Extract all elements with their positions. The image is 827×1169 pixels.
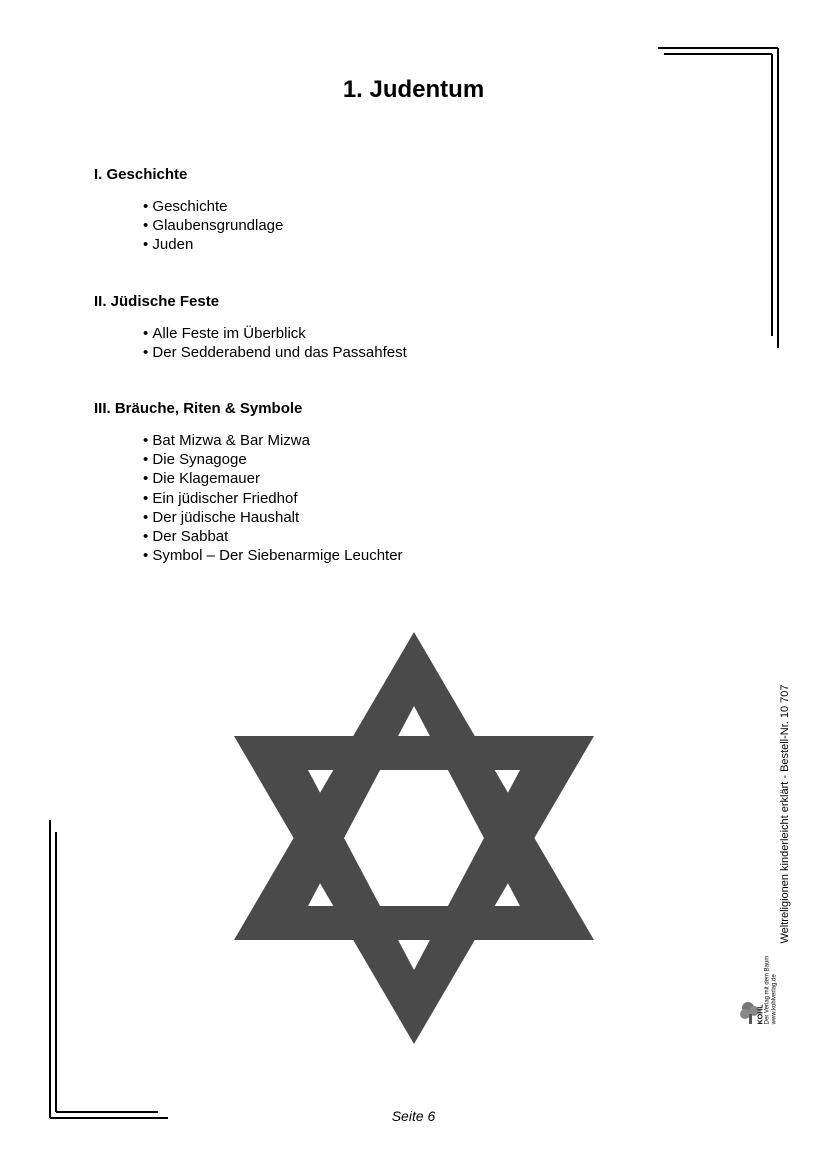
section-heading-braeuche: III. Bräuche, Riten & Symbole [94, 400, 303, 417]
page-title: 1. Judentum [342, 76, 485, 103]
publisher-brand: KOHL [757, 1004, 765, 1025]
page-number: Seite 6 [391, 1108, 436, 1124]
list-item: • Bat Mizwa & Bar Mizwa [143, 431, 403, 450]
list-item: • Die Synagoge [143, 450, 403, 469]
list-item: • Der Sabbat [143, 527, 403, 546]
publisher-block [758, 955, 778, 1025]
section-list-feste [143, 324, 407, 362]
list-item: • Geschichte [143, 197, 283, 216]
list-item: • Symbol – Der Siebenarmige Leuchter [143, 546, 403, 565]
section-heading-feste: II. Jüdische Feste [94, 293, 220, 310]
side-order-text: Weltreligionen kinderleicht erklärt - Bestell-Nr. 10 707 [779, 684, 791, 944]
list-item: • Ein jüdischer Friedhof [143, 489, 403, 508]
section-list-braeuche [143, 431, 403, 565]
list-item: • Der jüdische Haushalt [143, 508, 403, 527]
frame-corner-bottom-left [46, 820, 170, 1122]
star-of-david-icon [230, 628, 598, 1048]
list-item: • Die Klagemauer [143, 469, 403, 488]
publisher-tagline: Der Verlag mit dem Baum [764, 955, 771, 1025]
section-list-geschichte [143, 197, 283, 255]
list-item: • Glaubensgrundlage [143, 216, 283, 235]
list-item: • Alle Feste im Überblick [143, 324, 407, 343]
list-item: • Der Sedderabend und das Passahfest [143, 343, 407, 362]
section-heading-geschichte: I. Geschichte [94, 166, 188, 183]
list-item: • Juden [143, 235, 283, 254]
publisher-url: www.kohlverlag.de [771, 974, 778, 1025]
